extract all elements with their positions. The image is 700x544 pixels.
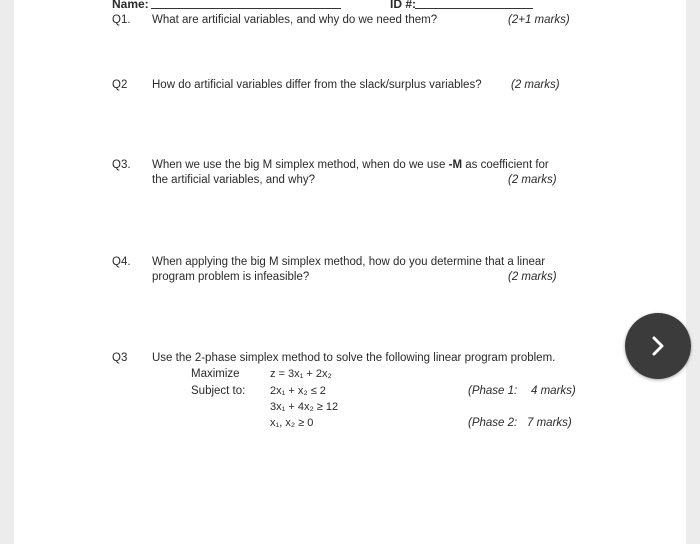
question-number-3: Q3.: [112, 159, 131, 171]
lp-objective: z = 3x₁ + 2x₂: [270, 368, 332, 380]
question-text-1: What are artificial variables, and why do we need them?: [152, 14, 438, 26]
question-marks-2: (2 marks): [511, 79, 560, 91]
question-text-3-bold-m: -M: [448, 159, 463, 171]
id-underline: [415, 8, 533, 9]
lp-constraint-1: 2x₁ + x₂ ≤ 2: [270, 385, 326, 397]
name-underline: [151, 8, 341, 9]
chevron-right-icon: [648, 336, 668, 356]
question-text-3-line-1-start: When we use the big M simplex method, when do we use: [152, 159, 446, 171]
question-number-4: Q4.: [112, 256, 131, 268]
next-button[interactable]: [625, 313, 691, 379]
question-text-4-line-2: program problem is infeasible?: [152, 271, 310, 283]
name-label: Name:: [112, 0, 149, 11]
question-text-3-line-1: [152, 158, 549, 172]
exam-page: [14, 0, 686, 544]
lp-maximize-label: Maximize: [191, 368, 240, 380]
id-label: ID #:: [390, 0, 417, 11]
question-text-3-line-2: the artificial variables, and why?: [152, 174, 315, 186]
question-number-1: Q1.: [112, 14, 131, 26]
phase1-marks: 4 marks): [531, 385, 576, 397]
question-number-2: Q2: [112, 79, 128, 91]
question-text-5: Use the 2-phase simplex method to solve the following linear program problem.: [152, 352, 556, 364]
question-text-4-line-1: When applying the big M simplex method, how do you determine that a linear: [152, 256, 546, 268]
question-text-2: How do artificial variables differ from the slack/surplus variables?: [152, 79, 482, 91]
question-marks-1: (2+1 marks): [508, 14, 570, 26]
lp-constraint-3: x₁, x₂ ≥ 0: [270, 417, 314, 429]
question-text-3-line-1-tail: as coefficient for: [465, 159, 549, 171]
phase2-label: (Phase 2:: [468, 417, 518, 429]
lp-subject-label: Subject to:: [191, 385, 246, 397]
phase2-marks: 7 marks): [527, 417, 572, 429]
phase1-label: (Phase 1:: [468, 385, 518, 397]
lp-constraint-2: 3x₁ + 4x₂ ≥ 12: [270, 401, 339, 413]
question-number-5: Q3: [112, 352, 128, 364]
question-marks-4: (2 marks): [508, 271, 557, 283]
question-marks-3: (2 marks): [508, 174, 557, 186]
